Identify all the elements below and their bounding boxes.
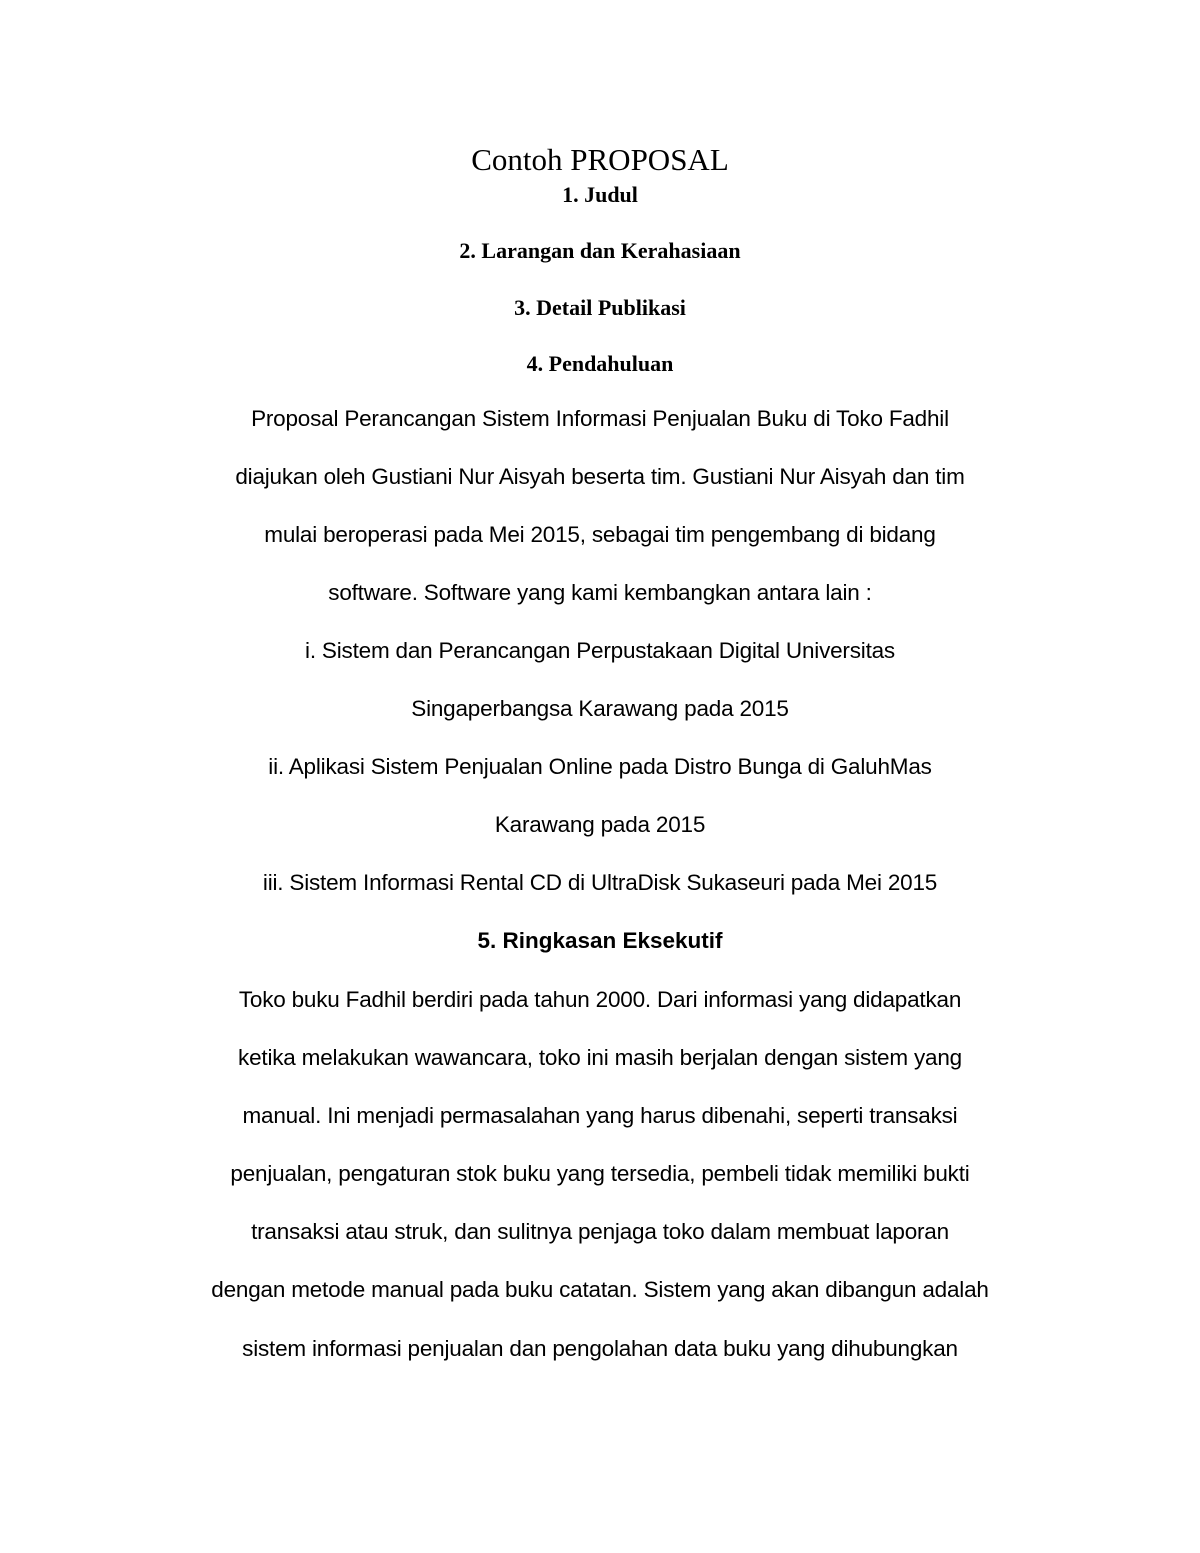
pendahuluan-line: software. Software yang kami kembangkan antara lain : — [328, 580, 872, 605]
list-item-2: ii. Aplikasi Sistem Penjualan Online pada Distro Bunga di GaluhMas — [268, 754, 932, 779]
ringkasan-line: penjualan, pengaturan stok buku yang tersedia, pembeli tidak memiliki bukti — [230, 1161, 970, 1186]
pendahuluan-line: diajukan oleh Gustiani Nur Aisyah beserta tim. Gustiani Nur Aisyah dan tim — [235, 464, 965, 489]
heading-pendahuluan: 4. Pendahuluan — [526, 351, 674, 376]
heading-ringkasan-eksekutif: 5. Ringkasan Eksekutif — [477, 928, 723, 953]
list-item-1-continued: Singaperbangsa Karawang pada 2015 — [411, 696, 789, 721]
ringkasan-line: transaksi atau struk, dan sulitnya penjaga toko dalam membuat laporan — [251, 1219, 949, 1244]
list-item-2-continued: Karawang pada 2015 — [494, 812, 706, 837]
heading-judul: 1. Judul — [562, 182, 638, 207]
ringkasan-line: dengan metode manual pada buku catatan. Sistem yang akan dibangun adalah — [211, 1277, 989, 1302]
ringkasan-line: Toko buku Fadhil berdiri pada tahun 2000. Dari informasi yang didapatkan — [238, 987, 962, 1012]
ringkasan-line: sistem informasi penjualan dan pengolahan data buku yang dihubungkan — [242, 1336, 958, 1361]
heading-larangan: 2. Larangan dan Kerahasiaan — [459, 238, 741, 263]
pendahuluan-line: Proposal Perancangan Sistem Informasi Penjualan Buku di Toko Fadhil — [251, 406, 949, 431]
list-item-1: i. Sistem dan Perancangan Perpustakaan Digital Universitas — [305, 638, 895, 663]
heading-detail-publikasi: 3. Detail Publikasi — [514, 295, 686, 320]
pendahuluan-line: mulai beroperasi pada Mei 2015, sebagai tim pengembang di bidang — [264, 522, 936, 547]
document-title: Contoh PROPOSAL — [471, 142, 729, 177]
ringkasan-line: manual. Ini menjadi permasalahan yang harus dibenahi, seperti transaksi — [242, 1103, 958, 1128]
ringkasan-line: ketika melakukan wawancara, toko ini masih berjalan dengan sistem yang — [238, 1045, 962, 1070]
list-item-3: iii. Sistem Informasi Rental CD di UltraDisk Sukaseuri pada Mei 2015 — [262, 870, 938, 895]
